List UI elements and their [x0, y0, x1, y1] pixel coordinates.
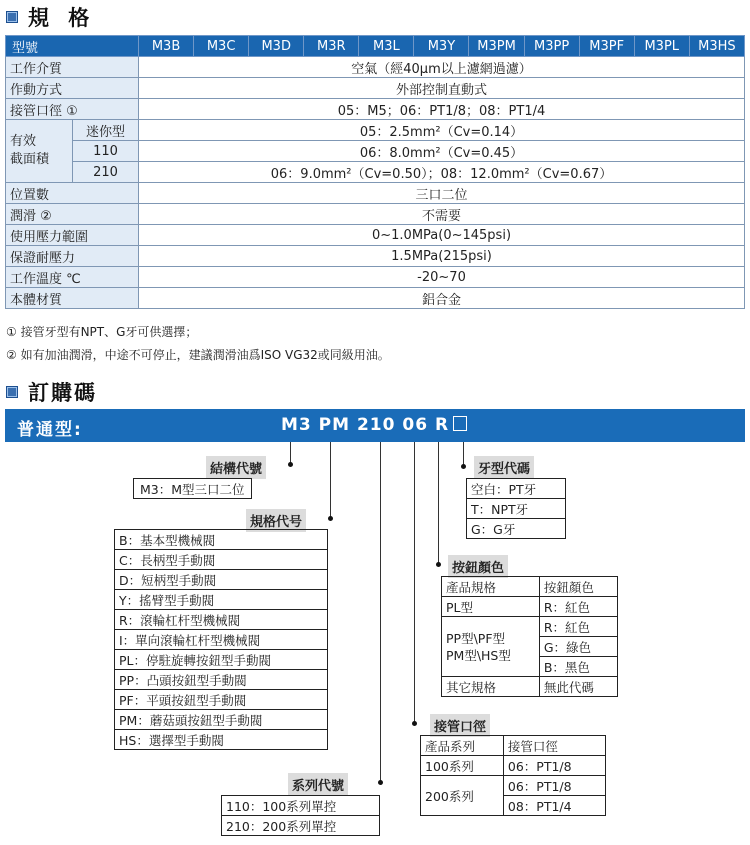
spec-code-item: D：短柄型手動閥 [115, 570, 328, 590]
model-header-cell: M3R [304, 36, 359, 57]
structure-code-tag: 結構代號 [206, 456, 266, 479]
spec-code-item: Y：搖臂型手動閥 [115, 590, 328, 610]
port-size-tag: 接管口徑 [430, 714, 490, 737]
model-header-cell: M3B [139, 36, 194, 57]
spec-row [6, 183, 745, 204]
spec-row-label: 工作溫度 ℃ [6, 267, 139, 288]
spec-code-list [114, 529, 328, 750]
spec-code-item: PP：凸頭按鈕型手動閥 [115, 670, 328, 690]
spec-row [6, 204, 745, 225]
order-type-label: 普通型: [17, 420, 83, 440]
series-code-list [221, 795, 380, 836]
spec-code-item: PF：平頭按鈕型手動閥 [115, 690, 328, 710]
order-code-example [281, 415, 467, 435]
spec-row [6, 225, 745, 246]
note-2: ② 如有加油潤滑，中途不可停止，建議潤滑油爲ISO VG32或同級用油。 [6, 348, 390, 362]
spec-row-value: -20~70 [139, 267, 745, 288]
spec-section-header [6, 4, 95, 30]
spec-row [6, 141, 745, 162]
port-size-200-value: 06：PT1/8 [503, 776, 605, 796]
button-color-value: B：黑色 [539, 657, 617, 677]
cv-value: 06：9.0mm²（Cv=0.50）；08：12.0mm²（Cv=0.67） [139, 162, 745, 183]
spec-row [6, 246, 745, 267]
spec-row [6, 78, 745, 99]
spec-code-item: C：長柄型手動閥 [115, 550, 328, 570]
button-color-value: R：紅色 [539, 617, 617, 637]
port-size-100-label: 100系列 [421, 756, 504, 776]
placeholder-box-icon [453, 416, 467, 431]
spec-row-label: 本體材質 [6, 288, 139, 309]
button-color-pl-label: PL型 [442, 597, 540, 617]
spec-row-value: 鋁合金 [139, 288, 745, 309]
button-color-other-value: 無此代碼 [539, 677, 617, 697]
spec-row [6, 99, 745, 120]
order-section-title: 訂購碼 [28, 381, 97, 405]
thread-code-item: T：NPT牙 [467, 499, 566, 519]
order-code-bar [5, 409, 745, 442]
connector-port-v [414, 442, 415, 723]
spec-row [6, 288, 745, 309]
button-color-pl-value: R：紅色 [539, 597, 617, 617]
spec-header-row [6, 36, 745, 57]
spec-row [6, 267, 745, 288]
model-header-cell: M3C [194, 36, 249, 57]
model-header-cell: M3HS [689, 36, 744, 57]
spec-row-value: 三口二位 [139, 183, 745, 204]
spec-header-label: 型號 [6, 36, 139, 57]
port-size-100-value: 06：PT1/8 [503, 756, 605, 776]
connector-structure-v [290, 442, 291, 464]
structure-code-box [133, 478, 252, 499]
thread-code-item: 空白：PT牙 [467, 479, 566, 499]
port-size-200-label: 200系列 [421, 776, 504, 816]
spec-code-item: HS：選擇型手動閥 [115, 730, 328, 750]
cv-sub-label: 110 [73, 141, 139, 162]
connector-spec-v [330, 442, 331, 518]
spec-row-value: 0~1.0MPa(0~145psi) [139, 225, 745, 246]
spec-row-value: 1.5MPa(215psi) [139, 246, 745, 267]
spec-code-item: B：基本型機械閥 [115, 530, 328, 550]
spec-section-title: 規 格 [28, 6, 96, 30]
order-section-header [6, 379, 97, 405]
connector-dot [436, 562, 441, 567]
button-color-table [441, 576, 618, 697]
spec-code-item: R：滾輪杠杆型機械閥 [115, 610, 328, 630]
model-header-cell: M3L [359, 36, 414, 57]
model-header-cell: M3D [249, 36, 304, 57]
connector-thread-v [463, 442, 464, 466]
thread-code-item: G：G牙 [467, 519, 566, 539]
spec-code-item: PL：停駐旋轉按鈕型手動閥 [115, 650, 328, 670]
model-header-cell: M3PM [469, 36, 524, 57]
spec-code-item: I：單向滾輪杠杆型機械閥 [115, 630, 328, 650]
order-code-text: M3 PM 210 06 R [281, 415, 450, 435]
port-size-header-port: 接管口徑 [503, 736, 605, 756]
model-header-cell: M3PF [579, 36, 634, 57]
section-square-icon [6, 386, 18, 398]
port-size-header-series: 產品系列 [421, 736, 504, 756]
cv-sub-label: 210 [73, 162, 139, 183]
connector-dot [412, 721, 417, 726]
spec-row-label: 潤滑 ② [6, 204, 139, 225]
port-size-200-value: 08：PT1/4 [503, 796, 605, 816]
note-1: ① 接管牙型有NPT、G牙可供選擇； [6, 325, 198, 339]
spec-code-tag: 規格代号 [246, 509, 306, 532]
series-code-item: 110：100系列單控 [222, 796, 380, 816]
spec-row-label: 工作介質 [6, 57, 139, 78]
thread-code-list [466, 478, 566, 539]
spec-row-label: 作動方式 [6, 78, 139, 99]
spec-code-item: PM：蘑菇頭按鈕型手動閥 [115, 710, 328, 730]
structure-code-value: M3：M型三口二位 [134, 479, 252, 499]
button-color-value: G：綠色 [539, 637, 617, 657]
thread-code-tag: 牙型代碼 [474, 456, 534, 479]
cv-group-label: 有效 截面積 [6, 120, 73, 183]
button-color-header-color: 按鈕顏色 [539, 577, 617, 597]
connector-dot [328, 516, 333, 521]
spec-row-label: 使用壓力範圍 [6, 225, 139, 246]
connector-color-v [438, 442, 439, 564]
button-color-other-label: 其它規格 [442, 677, 540, 697]
spec-row-label: 位置數 [6, 183, 139, 204]
button-color-header-spec: 產品規格 [442, 577, 540, 597]
spec-table [5, 35, 745, 309]
spec-row-value: 外部控制直動式 [139, 78, 745, 99]
cv-value: 06：8.0mm²（Cv=0.45） [139, 141, 745, 162]
spec-row [6, 57, 745, 78]
connector-series-v [380, 442, 381, 782]
model-header-cell: M3PL [634, 36, 689, 57]
model-header-cell: M3PP [524, 36, 579, 57]
cv-sub-label: 迷你型 [73, 120, 139, 141]
button-color-group-label: PP型\PF型 PM型\HS型 [442, 617, 540, 677]
section-square-icon [6, 11, 18, 23]
spec-row [6, 120, 745, 141]
connector-dot [378, 780, 383, 785]
spec-row-label: 接管口徑 ① [6, 99, 139, 120]
spec-row-value: 空氣（經40μm以上濾網過濾） [139, 57, 745, 78]
spec-row [6, 162, 745, 183]
cv-value: 05：2.5mm²（Cv=0.14） [139, 120, 745, 141]
model-header-cell: M3Y [414, 36, 469, 57]
connector-dot [288, 462, 293, 467]
series-code-item: 210：200系列單控 [222, 816, 380, 836]
series-code-tag: 系列代號 [288, 773, 348, 796]
connector-dot [461, 464, 466, 469]
spec-row-label: 保證耐壓力 [6, 246, 139, 267]
spec-row-value: 05：M5；06：PT1/8；08：PT1/4 [139, 99, 745, 120]
button-color-tag: 按鈕顏色 [448, 555, 508, 578]
port-size-table [420, 735, 606, 816]
spec-row-value: 不需要 [139, 204, 745, 225]
